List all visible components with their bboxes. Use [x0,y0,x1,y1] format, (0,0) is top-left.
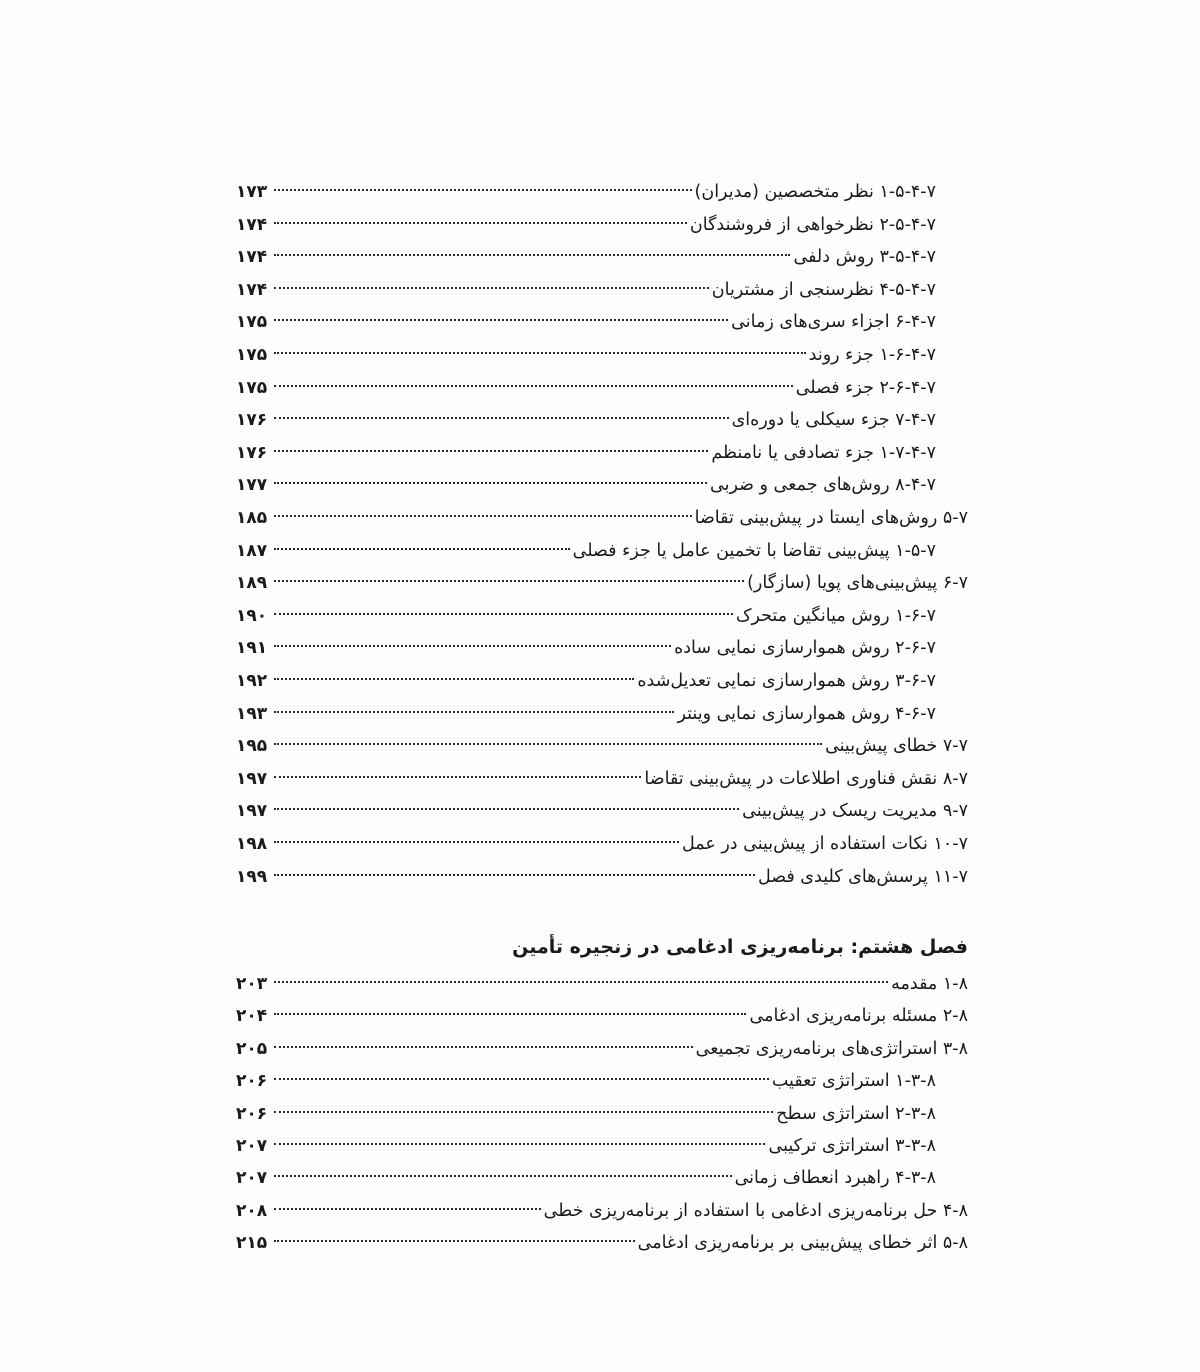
toc-entry-page-number: ۲۰۷ [236,1136,268,1156]
toc-entry-title: ۵-۸ اثر خطای پیش‌بینی بر برنامه‌ریزی ادغامی [637,1233,968,1254]
toc-dot-leader [274,450,708,452]
toc-entry [236,372,968,404]
toc-dot-leader [274,482,707,484]
toc-entry-title: ۱-۸ مقدمه [891,974,968,994]
toc-entry [236,861,968,893]
toc-entry [236,795,968,827]
toc-dot-leader [274,776,641,778]
toc-dot-leader [274,743,822,745]
toc-entry [236,600,968,632]
toc-entry-page-number: ۱۷۶ [236,442,268,463]
toc-entry [236,1098,968,1130]
toc-entry [236,176,968,208]
toc-entry-title: ۲-۶-۴-۷ جزء فصلی [795,377,936,398]
toc-entry [236,632,968,664]
toc-entry [236,274,968,306]
toc-dot-leader [274,222,687,224]
toc-entry-title: ۱-۶-۴-۷ جزء روند [808,345,936,365]
toc-dot-leader [274,841,679,843]
toc-entry-page-number: ۲۰۵ [236,1038,268,1059]
toc-entry [236,437,968,469]
toc-dot-leader [274,548,570,550]
toc-dot-leader [274,808,739,810]
toc-entry [236,1065,968,1097]
toc-dot-leader [274,385,793,387]
toc-entry-page-number: ۲۰۶ [236,1103,268,1124]
toc-dot-leader [274,189,692,191]
toc-dot-leader [274,613,733,615]
toc-dot-leader [274,1143,765,1145]
toc-entry-title: ۱-۳-۸ استراتژی تعقیب [771,1071,936,1092]
toc-entry-title: ۴-۳-۸ راهبرد انعطاف زمانی [734,1168,936,1189]
toc-entry [236,241,968,273]
toc-dot-leader [274,1078,769,1080]
toc-entry-title: ۳-۵-۴-۷ روش دلفی [793,247,936,268]
toc-entry-title: ۶-۴-۷ اجزاء سری‌های زمانی [731,312,936,333]
toc-entry-title: ۲-۶-۷ روش هموارسازی نمایی ساده [674,638,936,659]
toc-entry [236,469,968,501]
toc-entry-title: ۷-۴-۷ جزء سیکلی یا دوره‌ای [731,410,936,431]
toc-entry-title: ۴-۶-۷ روش هموارسازی نمایی وینتر [677,703,936,724]
toc-entry-page-number: ۱۹۲ [236,671,268,691]
toc-dot-leader [274,1013,746,1015]
toc-entry [236,339,968,371]
toc-dot-leader [274,319,728,321]
toc-entry-page-number: ۱۷۵ [236,312,268,333]
toc-entry-title: ۸-۴-۷ روش‌های جمعی و ضربی [710,475,936,496]
toc-entry [236,665,968,697]
toc-entry-title: ۶-۷ پیش‌بینی‌های پویا (سازگار) [747,573,968,594]
toc-entry [236,1130,968,1162]
toc-entry-title: ۲-۸ مسئله برنامه‌ریزی ادغامی [749,1006,968,1027]
toc-dot-leader [274,1111,773,1113]
toc-entry [236,698,968,730]
toc-entry-page-number: ۱۹۰ [236,605,268,626]
toc-entry-page-number: ۲۰۳ [236,974,268,994]
toc-entry-title: ۲-۵-۴-۷ نظرخواهی از فروشندگان [689,214,936,235]
toc-dot-leader [274,1208,541,1210]
toc-dot-leader [274,417,729,419]
toc-dot-leader [274,515,692,517]
toc-entry-title: ۸-۷ نقش فناوری اطلاعات در پیش‌بینی تقاضا [644,768,968,789]
toc-entry [236,1227,968,1259]
toc-entry-title: ۱-۵-۴-۷ نظر متخصصین (مدیران) [694,182,936,202]
toc-entry-title: ۳-۸ استراتژی‌های برنامه‌ریزی تجمیعی [695,1038,968,1059]
toc-entry-title: ۹-۷ مدیریت ریسک در پیش‌بینی [742,801,968,822]
toc-entry [236,1033,968,1065]
toc-dot-leader [274,981,888,983]
toc-entry-page-number: ۱۷۳ [236,182,268,202]
toc-dot-leader [274,678,634,680]
toc-entry-title: ۱۰-۷ نکات استفاده از پیش‌بینی در عمل [681,834,968,854]
toc-entry-page-number: ۱۹۷ [236,768,268,789]
toc-entry [236,306,968,338]
toc-entry-title: ۱-۷-۴-۷ جزء تصادفی یا نامنظم [711,442,936,463]
toc-entry-page-number: ۱۹۱ [236,638,268,659]
toc-entry-page-number: ۱۸۹ [236,573,268,594]
toc-dot-leader [274,711,674,713]
toc-entry [236,1195,968,1227]
toc-entry-title: ۴-۸ حل برنامه‌ریزی ادغامی با استفاده از برنامه‌ریزی خطی [543,1200,968,1221]
toc-entry-title: ۷-۷ خطای پیش‌بینی [825,736,968,757]
toc-entry-page-number: ۱۹۹ [236,866,268,887]
toc-entry-title: ۱-۶-۷ روش میانگین متحرک [735,605,936,626]
toc-entry-page-number: ۱۸۷ [236,540,268,561]
toc-entry-page-number: ۲۰۴ [236,1006,268,1027]
toc-entry-title: ۳-۶-۷ روش هموارسازی نمایی تعدیل‌شده [637,671,936,691]
toc-entry-page-number: ۲۰۷ [236,1168,268,1189]
toc-dot-leader [274,874,755,876]
toc-entry-page-number: ۱۹۸ [236,834,268,854]
toc-entry-page-number: ۱۹۳ [236,703,268,724]
toc-entry [236,535,968,567]
toc-entry-page-number: ۱۷۴ [236,279,268,300]
toc-dot-leader [274,580,744,582]
toc-dot-leader [274,645,671,647]
toc-entry [236,763,968,795]
toc-entry-page-number: ۱۸۵ [236,508,268,528]
toc-entry-page-number: ۱۷۷ [236,475,268,496]
toc-entry [236,404,968,436]
toc-entry-title: ۵-۷ روش‌های ایستا در پیش‌بینی تقاضا [694,508,968,528]
toc-dot-leader [274,1240,635,1242]
toc-entry [236,502,968,534]
toc-entry-page-number: ۲۰۶ [236,1071,268,1092]
toc-entry-title: ۳-۳-۸ استراتژی ترکیبی [768,1136,936,1156]
toc-entry-title: ۱-۵-۷ پیش‌بینی تقاضا با تخمین عامل یا جزء فصلی [572,540,936,561]
toc-entry [236,968,968,1000]
toc-dot-leader [274,1175,732,1177]
chapter-heading: فصل هشتم: برنامه‌ریزی ادغامی در زنجیره تأمین [512,936,968,958]
toc-entry [236,1000,968,1032]
toc-entry-title: ۱۱-۷ پرسش‌های کلیدی فصل [757,866,968,887]
toc-entry-page-number: ۱۹۷ [236,801,268,822]
toc-dot-leader [274,254,790,256]
toc-entry-page-number: ۲۱۵ [236,1233,268,1254]
toc-entry [236,567,968,599]
toc-entry-title: ۲-۳-۸ استراتژی سطح [776,1103,936,1124]
toc-entry [236,828,968,860]
toc-entry [236,209,968,241]
toc-entry-page-number: ۱۷۴ [236,247,268,268]
toc-entry-page-number: ۱۷۴ [236,214,268,235]
toc-entry [236,1162,968,1194]
toc-entry-title: ۴-۵-۴-۷ نظرسنجی از مشتریان [711,279,936,300]
toc-dot-leader [274,352,806,354]
toc-entry-page-number: ۱۷۶ [236,410,268,431]
toc-entry-page-number: ۱۷۵ [236,345,268,365]
toc-entry-page-number: ۲۰۸ [236,1200,268,1221]
toc-entry-page-number: ۱۹۵ [236,736,268,757]
toc-entry [236,730,968,762]
toc-entry-page-number: ۱۷۵ [236,377,268,398]
toc-dot-leader [274,1046,693,1048]
toc-dot-leader [274,287,709,289]
